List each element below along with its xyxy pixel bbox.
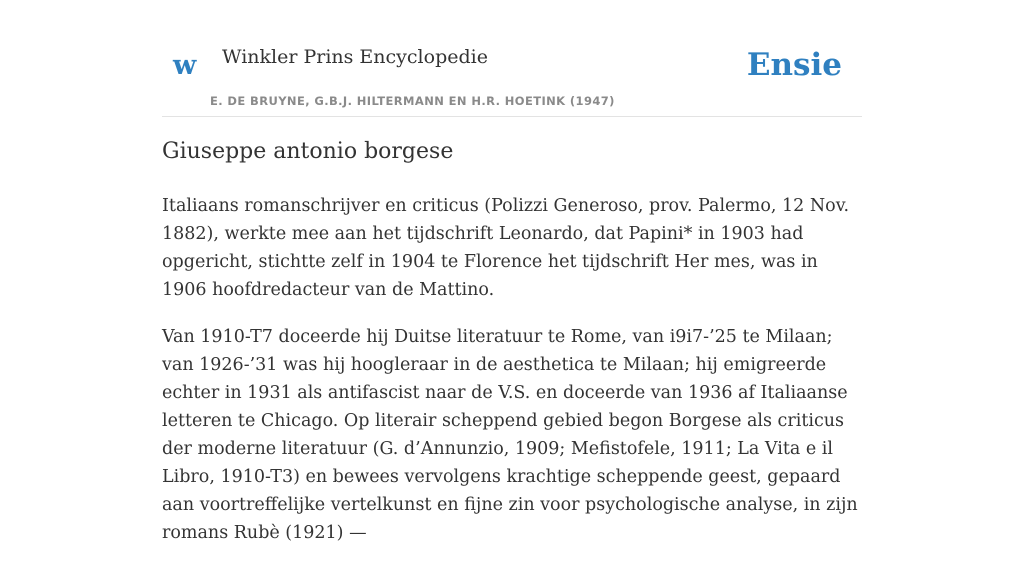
publication-title[interactable]: Winkler Prins Encyclopedie: [222, 46, 488, 68]
article-title: Giuseppe antonio borgese: [162, 139, 454, 164]
publication-authors: E. DE BRUYNE, G.B.J. HILTERMANN EN H.R. HOETINK (1947): [210, 94, 615, 108]
winkler-prins-logo[interactable]: w: [173, 50, 197, 81]
site-header: [162, 0, 862, 117]
ensie-brand-logo[interactable]: Ensie: [746, 47, 842, 83]
article-paragraph: Van 1910-T7 doceerde hij Duitse literatuur te Rome, van i9i7-’25 te Milaan; van 1926-’31 was hij hoogleraar in de aesthetica te Milaan; hij emigreerde echter in 1931 als antifascist naar de V.S. en doceerde van 1936 af Italiaanse letteren te Chicago. Op literair scheppend gebied begon Borgese als criticus der moderne literatuur (G. d’Annunzio, 1909; Mefistofele, 1911; La Vita e il Libro, 1910-T3) en bewees vervolgens krachtige scheppende geest, gepaard aan voortreffelijke vertelkunst en fijne zin voor psychologische analyse, in zijn romans Rubè (1921) —: [162, 327, 858, 543]
article-paragraph: Italiaans romanschrijver en criticus (Polizzi Generoso, prov. Palermo, 12 Nov. 1882), werkte mee aan het tijdschrift Leonardo, dat Papini* in 1903 had opgericht, stichtte zelf in 1904 te Florence het tijdschrift Her mes, was in 1906 hoofdredacteur van de Mattino.: [162, 196, 850, 300]
article-body: [162, 192, 867, 566]
